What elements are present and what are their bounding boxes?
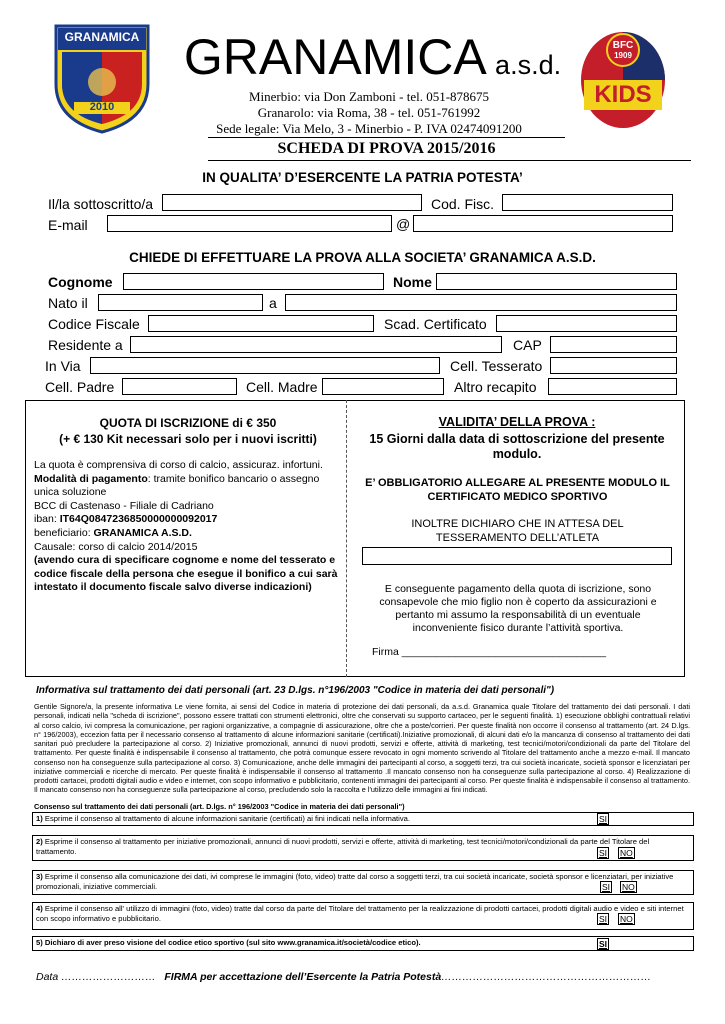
email-domain-field[interactable] (413, 215, 673, 232)
sottoscritto-field[interactable] (162, 194, 422, 211)
quota-details: La quota è comprensiva di corso di calcio, assicuraz. infortuni. Modalità di pagamento: tramite bonifico bancario o assegno unica soluzione BCC di Castenaso - Filiale di Cadriano iban: IT64Q0847236850000000092017 beneficiario: GRANAMICA A.S.D. Causale: corso di calcio 2014/2015 (avendo cura di specificare cognome e nome del tesserato e codice fiscale della persona che esegue il bonifico a cui sarà intestato il documento fiscale salvo diverse indicazioni) (34, 459, 338, 594)
bfc-kids-logo: BFC 1909 KIDS (578, 26, 668, 130)
label-sottoscritto: Il/la sottoscritto/a (48, 196, 154, 212)
label-luogo: a (269, 295, 277, 311)
quota-title: QUOTA DI ISCRIZIONE di € 350 (99, 416, 277, 430)
consent-2-si[interactable]: SI (599, 848, 608, 858)
consent-5-si[interactable]: SI (599, 939, 608, 949)
signature-footer: Data ……………………… FIRMA per accettazione dell’Esercente la Patria Potestà…………………………………………………… (36, 971, 652, 983)
label-at: @ (396, 216, 411, 232)
quota-kit: (+ € 130 Kit necessari solo per i nuovi iscritti) (59, 432, 317, 446)
label-cognome: Cognome (48, 274, 113, 290)
header-divider (208, 137, 565, 138)
privacy-title: Informativa sul trattamento dei dati personali (art. 23 D.lgs. n°196/2003 "Codice in materia dei dati personali") (36, 685, 555, 696)
consenso-title: Consenso sul trattamento dei dati personali (art. D.lgs. n° 196/2003 "Codice in materia dei dati personali") (34, 802, 405, 811)
label-altro-recapito: Altro recapito (454, 379, 537, 395)
email-user-field[interactable] (107, 215, 392, 232)
label-scad-certificato: Scad. Certificato (384, 316, 487, 332)
cell-tesserato-field[interactable] (550, 357, 677, 374)
consent-3-no[interactable]: NO (622, 882, 635, 892)
label-cell-tesserato: Cell. Tesserato (450, 358, 543, 374)
subtitle-divider (208, 160, 691, 161)
address-minerbio: Minerbio: via Don Zamboni - tel. 051-878675 (248, 89, 490, 104)
codfisc-field[interactable] (502, 194, 673, 211)
via-field[interactable] (90, 357, 440, 374)
section-prova-heading: CHIEDE DI EFFETTUARE LA PROVA ALLA SOCIETA’ GRANAMICA A.S.D. (129, 250, 596, 265)
label-nome: Nome (393, 274, 432, 290)
obbligo-certificato: E’ OBBLIGATORIO ALLEGARE AL PRESENTE MODULO IL CERTIFICATO MEDICO SPORTIVO (365, 477, 670, 503)
page-title: GRANAMICA a.s.d. (183, 29, 562, 85)
consent-row-1: 1) Esprime il consenso al trattamento di alcune informazioni sanitarie (certificati) ai fini indicati nella informativa. (32, 812, 694, 826)
cell-padre-field[interactable] (122, 378, 237, 395)
dichiaro-text: INOLTRE DICHIARO CHE IN ATTESA DEL TESSERAMENTO DELL’ATLETA (411, 518, 624, 544)
altro-recapito-field[interactable] (548, 378, 677, 395)
label-via: In Via (45, 358, 81, 374)
label-cell-padre: Cell. Padre (45, 379, 115, 395)
label-residente: Residente a (48, 337, 123, 353)
validita-text: 15 Giorni dalla data di sottoscrizione del presente modulo. (369, 432, 665, 461)
cap-field[interactable] (550, 336, 677, 353)
nome-field[interactable] (436, 273, 677, 290)
consent-3-si[interactable]: SI (602, 882, 611, 892)
nato-il-field[interactable] (98, 294, 263, 311)
granamica-logo: GRANAMICA 2010 (52, 22, 152, 134)
consent-4-no[interactable]: NO (620, 914, 633, 924)
consent-row-4: 4) Esprime il consenso all' utilizzo di immagini (foto, video) tratte dal corso da parte del Titolare del trattamento per la realizzazione di prodotti cartacei, prodotti digitali audio e video e siti internet con scopo informativo e pubblicitario. (32, 902, 694, 930)
panel-divider (346, 400, 347, 677)
cognome-field[interactable] (123, 273, 384, 290)
luogo-nascita-field[interactable] (285, 294, 677, 311)
address-sede: Sede legale: Via Melo, 3 - Minerbio - P. IVA 02474091200 (216, 121, 522, 136)
privacy-body: Gentile Signore/a, la presente informativa Le viene fornita, ai sensi del Codice in materia di protezione dei dati personali, da a.s.d. Granamica quale Titolare del trattamento dei dati personali. I dati personali, indicati nella "scheda di iscrizione", possono essere trattati con strumenti elettronici, oltre che conservati su supporto cartaceo, per le seguenti finalità. 1) esecuzione obblighi contrattuali relativi al corso calcio, ivi compresa la comunicazione, per ragioni organizzative, a compagnie di assicurazione, oltre che a poste/corrieri. Per queste finalità non occorre il consenso al trattamento (art. 24 D.lgs. n° 196/2003), eccezion fatta per il necessario consenso al trattamento di alcune informazioni sanitarie (certificati).Iniziative promozionali, di alcuni dati e/o la mancanza di consenso al trattamento dei dati sanitari può precludere la partecipazione al corso. 2) Iniziative promozionali, annunci di nuovi prodotti, servizi e offerte, attività di marketing, test tecnici/motori/condizionali da parte del Titolare del trattamento. Per queste finalità è indispensabile il consenso al trattamento, che potrà comunque essere revocato in ogni momento scrivendo al Titolare del trattamento anche a mezzo e-mail. Il mancato consenso non ha conseguenze sulla partecipazione al corso. 3) Comunicazione, anche delle immagini dei partecipanti al corso, a soggetti terzi, tra cui società incaricate, società sponsor e licenziatari per iniziative commerciali e ricerche di mercato. Per queste finalità è indispensabile il consenso al trattamento .Il mancato consenso non ha conseguenze sulla partecipazione al corso. 4) Realizzazione di prodotti cartacei, prodotti digitali audio e video e internet, con scopo informativo e pubblicitario, contenenti immagini dei partecipanti al corso. Per queste finalità è indispensabile il consenso al trattamento. Il mancato consenso non ha conseguenze sulla partecipazione al corso, precludendo solo la raccolta e l'utilizzo delle immagini ai fini indicati. (34, 702, 690, 795)
consent-row-5: 5) Dichiaro di aver preso visione del codice etico sportivo (sul sito www.granamica.it/società/codice etico). (32, 936, 694, 951)
tesseramento-field[interactable] (362, 547, 672, 565)
consent-1-si[interactable]: SI (599, 814, 608, 824)
data-field[interactable]: Data ……………………… (36, 971, 156, 983)
consent-row-3: 3) Esprime il consenso alla comunicazione dei dati, ivi comprese le immagini (foto, video) tratte dal corso a soggetti terzi, tra cui società incaricate, società sponsor e licenziatari, per iniziative promozionali, iniziative commerciali. (32, 870, 694, 895)
label-cap: CAP (513, 337, 542, 353)
label-email: E-mail (48, 217, 88, 233)
consent-row-2: 2) Esprime il consenso al trattamento per iniziative promozionali, annunci di nuovi prodotti, servizi e offerte, attività di marketing, test tecnici/motori/condizionali da parte del Titolare del trattamento. (32, 835, 694, 861)
codice-fiscale-field[interactable] (148, 315, 374, 332)
form-subtitle: SCHEDA DI PROVA 2015/2016 (277, 140, 496, 157)
scad-certificato-field[interactable] (496, 315, 677, 332)
label-nato-il: Nato il (48, 295, 88, 311)
validita-title: VALIDITA’ DELLA PROVA : (438, 415, 596, 429)
residente-field[interactable] (130, 336, 502, 353)
label-codfisc: Cod. Fisc. (431, 196, 495, 212)
conseguente-text: E conseguente pagamento della quota di iscrizione, sono consapevole che mio figlio non è coperto da assicurazioni e pertanto mi assumo la responsabilità di un eventuale inconveniente fisico durante l’attività sportiva. (379, 583, 657, 634)
firma-field[interactable]: …………………………………………………… (441, 971, 652, 983)
label-codice-fiscale: Codice Fiscale (48, 316, 140, 332)
consent-4-si[interactable]: SI (599, 914, 608, 924)
consent-2-no[interactable]: NO (620, 848, 633, 858)
cell-madre-field[interactable] (322, 378, 444, 395)
address-granarolo: Granarolo: via Roma, 38 - tel. 051-761992 (257, 105, 481, 120)
firma-line: Firma ___________________________________ (372, 646, 607, 658)
label-cell-madre: Cell. Madre (246, 379, 318, 395)
section-potesta-heading: IN QUALITA’ D’ESERCENTE LA PATRIA POTESTA’ (202, 170, 523, 185)
